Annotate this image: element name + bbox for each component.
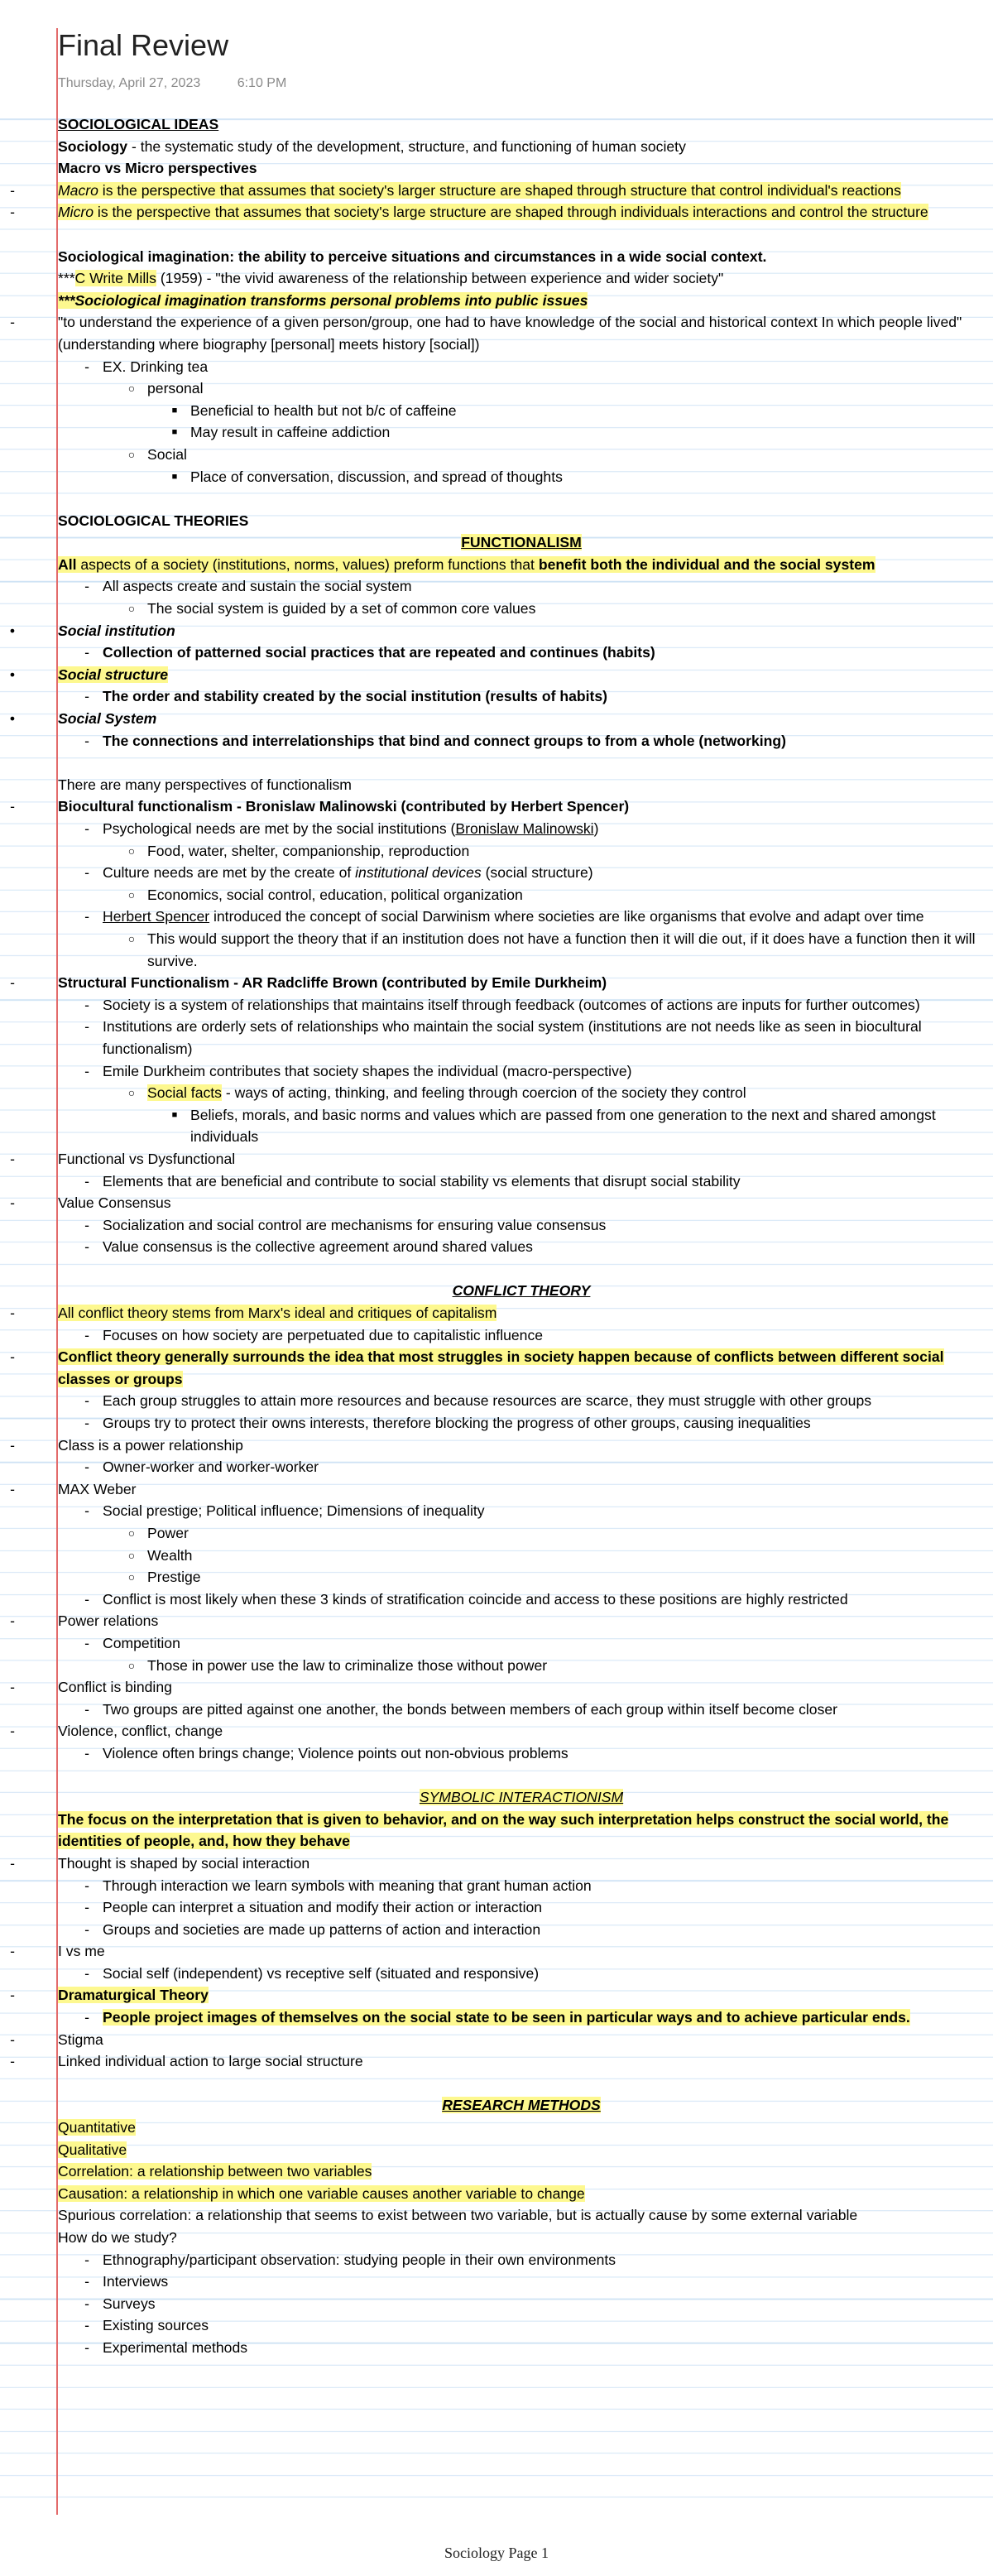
list-bullet-icon: -: [84, 1700, 89, 1718]
list-bullet-icon: -: [10, 1150, 15, 1167]
note-text: Each group struggles to attain more resources and because resources are scarce, they must struggle with other groups: [103, 1392, 872, 1410]
note-text: introduced the concept of social Darwinism where societies are like organisms that evolve and adapt over time: [209, 908, 924, 925]
note-line: [58, 906, 985, 928]
list-bullet-icon: -: [10, 1943, 15, 1960]
note-line: [58, 421, 985, 444]
list-bullet-icon: -: [84, 1216, 89, 1233]
note-text: Groups and societies are made up patterns of action and interaction: [103, 1920, 541, 1938]
note-line: [58, 1060, 985, 1083]
list-bullet-icon: ○: [127, 1086, 136, 1100]
note-line: [58, 290, 985, 312]
note-text: Social prestige; Political influence; Dimensions of inequality: [103, 1502, 485, 1520]
note-line: [58, 466, 985, 488]
note-line: [10, 1346, 985, 1390]
note-text: Micro: [58, 204, 94, 221]
note-line: [58, 884, 985, 906]
note-line: [10, 1478, 985, 1501]
note-text: RESEARCH METHODS: [442, 2097, 601, 2114]
note-text: People can interpret a situation and modify their action or interaction: [103, 1899, 543, 1916]
list-bullet-icon: -: [10, 181, 15, 199]
list-bullet-icon: -: [84, 996, 89, 1013]
note-text: People project images of themselves on the social state to be seen in particular ways and to achieve particular ends.: [103, 2009, 910, 2026]
list-bullet-icon: -: [10, 314, 15, 331]
list-bullet-icon: -: [84, 2273, 89, 2290]
note-text: There are many perspectives of functionalism: [58, 776, 352, 793]
note-line: [58, 136, 985, 158]
note-text: Stigma: [58, 2031, 103, 2048]
note-line: [58, 113, 985, 136]
note-line: [58, 1016, 985, 1060]
note-text: Power relations: [58, 1612, 159, 1630]
list-bullet-icon: -: [10, 1679, 15, 1696]
note-line: [58, 2117, 985, 2139]
note-line: [58, 2293, 985, 2315]
note-text: The order and stability created by the social institution (results of habits): [103, 688, 608, 705]
note-line: [10, 972, 985, 994]
note-text: Emile Durkheim contributes that society shapes the individual (macro-perspective): [103, 1062, 632, 1079]
list-bullet-icon: -: [84, 820, 89, 837]
list-bullet-icon: -: [84, 1899, 89, 1916]
list-bullet-icon: ○: [127, 843, 136, 858]
list-bullet-icon: -: [10, 1305, 15, 1322]
note-line: [9, 664, 985, 686]
note-line: [58, 685, 985, 708]
note-line: [10, 180, 985, 202]
note-line: [58, 1588, 985, 1611]
note-text: Linked individual action to large social structure: [58, 2053, 363, 2070]
list-bullet-icon: ■: [171, 427, 178, 438]
list-bullet-icon: -: [84, 1744, 89, 1761]
note-text: Macro vs Micro perspectives: [58, 160, 257, 177]
blank-line: [58, 1765, 985, 1787]
note-text: Power: [147, 1525, 189, 1541]
list-bullet-icon: -: [10, 798, 15, 815]
note-line: [10, 1302, 985, 1324]
note-text: benefit both the individual and the social system: [538, 555, 875, 573]
list-bullet-icon: -: [84, 1590, 89, 1608]
note-line: [58, 1104, 985, 1148]
note-text: Spurious correlation: a relationship that seems to exist between two variable, but is actually cause by some external variable: [58, 2207, 858, 2224]
note-text: aspects of a society (institutions, norms, values) preform functions that: [76, 555, 539, 573]
list-bullet-icon: ○: [127, 1548, 136, 1562]
note-text: Food, water, shelter, companionship, reproduction: [147, 842, 470, 859]
note-line: [58, 598, 985, 620]
note-text: Class is a power relationship: [58, 1436, 243, 1454]
note-text: MAX Weber: [58, 1480, 137, 1497]
section-heading: [58, 2094, 985, 2117]
note-text: Herbert Spencer: [103, 908, 210, 925]
note-line: [58, 400, 985, 422]
note-text: ***: [58, 270, 75, 287]
note-line: [58, 157, 985, 180]
page-date: Thursday, April 27, 2023: [58, 76, 201, 90]
list-bullet-icon: -: [10, 204, 15, 221]
list-bullet-icon: -: [84, 644, 89, 661]
note-text: Structural Functionalism - AR Radcliffe Brown (contributed by Emile Durkheim): [58, 974, 607, 992]
note-text: Social self (independent) vs receptive self (situated and responsive): [103, 1964, 540, 1982]
note-line: [10, 2029, 985, 2051]
list-bullet-icon: -: [10, 974, 15, 992]
list-bullet-icon: -: [84, 1018, 89, 1036]
note-line: [58, 575, 985, 598]
note-line: [58, 246, 985, 268]
list-bullet-icon: -: [84, 1326, 89, 1343]
list-bullet-icon: -: [84, 1634, 89, 1651]
list-bullet-icon: -: [84, 2317, 89, 2334]
list-bullet-icon: -: [10, 2031, 15, 2048]
note-line: [58, 994, 985, 1016]
note-line: [58, 2139, 985, 2161]
list-bullet-icon: -: [84, 578, 89, 595]
list-bullet-icon: -: [10, 1612, 15, 1630]
note-line: [58, 2006, 985, 2029]
list-bullet-icon: -: [84, 1920, 89, 1938]
note-line: [58, 774, 985, 796]
note-line: [58, 1699, 985, 1721]
list-bullet-icon: -: [84, 2251, 89, 2268]
note-text: Value Consensus: [58, 1194, 171, 1212]
note-text: Two groups are pitted against one another, the bonds between members of each group within itself become closer: [103, 1700, 838, 1718]
page-timestamp: [58, 76, 319, 91]
note-text: Ethnography/participant observation: studying people in their own environments: [103, 2251, 616, 2268]
note-body[interactable]: [9, 113, 985, 2359]
list-bullet-icon: ○: [127, 1526, 136, 1540]
note-text: FUNCTIONALISM: [461, 534, 582, 551]
note-line: [58, 2337, 985, 2359]
note-text: All aspects create and sustain the social system: [103, 578, 412, 595]
note-text: The connections and interrelationships that bind and connect groups to from a whole (networking): [103, 732, 786, 749]
note-line: [10, 1610, 985, 1632]
list-bullet-icon: -: [84, 2338, 89, 2356]
note-text: The focus on the interpretation that is given to behavior, and on the way such interpretation helps construct the social world, the identities of people, and, how they behave: [58, 1810, 949, 1850]
note-line: [10, 1720, 985, 1742]
note-text: Violence, conflict, change: [58, 1723, 223, 1740]
note-line: [10, 2050, 985, 2073]
note-line: [58, 840, 985, 863]
list-bullet-icon: -: [84, 732, 89, 749]
note-text: Owner-worker and worker-worker: [103, 1459, 319, 1476]
list-bullet-icon: -: [10, 1436, 15, 1454]
note-line: [58, 1632, 985, 1655]
note-text: How do we study?: [58, 2229, 177, 2246]
note-text: Thought is shaped by social interaction: [58, 1854, 310, 1872]
note-text: SOCIOLOGICAL THEORIES: [58, 512, 249, 529]
note-line: [10, 1853, 985, 1875]
note-line: [58, 642, 985, 664]
list-bullet-icon: -: [10, 1987, 15, 2004]
list-bullet-icon: -: [10, 1854, 15, 1872]
note-line: [58, 1324, 985, 1347]
note-text: Correlation: a relationship between two variables: [58, 2163, 372, 2180]
note-line: [58, 1236, 985, 1258]
note-line: [58, 356, 985, 378]
note-line: [10, 1984, 985, 2006]
list-bullet-icon: -: [10, 1723, 15, 1740]
note-line: [58, 1170, 985, 1193]
note-text: Elements that are beneficial and contribute to social stability vs elements that disrupt social stability: [103, 1172, 741, 1189]
note-text: Social System: [58, 710, 157, 728]
note-line: [58, 2249, 985, 2271]
note-text: Macro: [58, 181, 98, 199]
note-text: ***Sociological imagination transforms personal problems into public issues: [58, 291, 588, 309]
note-line: [58, 2271, 985, 2293]
blank-line: [58, 1258, 985, 1281]
note-line: [58, 1655, 985, 1677]
note-line: [58, 510, 985, 532]
note-line: [58, 2204, 985, 2227]
note-text: Sociology: [58, 137, 128, 155]
note-text: Beliefs, morals, and basic norms and values which are passed from one generation to the next and shared amongst individuals: [190, 1106, 936, 1146]
note-text: ): [593, 820, 599, 837]
note-text: Socialization and social control are mechanisms for ensuring value consensus: [103, 1216, 607, 1233]
note-text: is the perspective that assumes that society's larger structure are shaped through structure that control individual's reactions: [98, 181, 901, 199]
list-bullet-icon: ■: [171, 1109, 178, 1120]
note-text: Competition: [103, 1634, 180, 1651]
note-text: Conflict is most likely when these 3 kinds of stratification coincide and access to these positions are highly restricted: [103, 1590, 848, 1608]
list-bullet-icon: ■: [171, 471, 178, 482]
note-text: - the systematic study of the development, structure, and functioning of human society: [127, 137, 686, 155]
note-text: Functional vs Dysfunctional: [58, 1150, 236, 1167]
note-text: - ways of acting, thinking, and feeling through coercion of the society they control: [221, 1084, 746, 1102]
note-text: Through interaction we learn symbols with meaning that grant human action: [103, 1877, 592, 1894]
list-bullet-icon: -: [84, 1964, 89, 1982]
section-heading: [58, 531, 985, 554]
note-text: May result in caffeine addiction: [190, 424, 391, 441]
blank-line: [58, 488, 985, 510]
list-bullet-icon: ○: [127, 1570, 136, 1584]
note-text: Society is a system of relationships that maintains itself through feedback (outcomes of actions are inputs for further outcomes): [103, 996, 920, 1013]
list-bullet-icon: -: [84, 688, 89, 705]
note-text: I vs me: [58, 1943, 105, 1960]
note-line: [58, 2227, 985, 2249]
note-text: Qualitative: [58, 2141, 127, 2158]
list-bullet-icon: -: [84, 1172, 89, 1189]
note-line: [58, 928, 985, 972]
list-bullet-icon: -: [84, 358, 89, 375]
page-time: 6:10 PM: [237, 76, 287, 90]
note-line: [58, 862, 985, 884]
note-text: This would support the theory that if an institution does not have a function then it will die out, if it does have a function then it will survive.: [147, 930, 976, 969]
list-bullet-icon: ○: [127, 1658, 136, 1672]
note-text: institutional devices: [355, 864, 482, 882]
note-text: Social structure: [58, 666, 168, 683]
list-bullet-icon: -: [10, 1348, 15, 1366]
note-line: [58, 1082, 985, 1104]
note-line: [10, 1940, 985, 1963]
list-bullet-icon: -: [10, 1480, 15, 1497]
note-text: Institutions are orderly sets of relationships who maintain the social system (institutions are not needs like as seen in biocultural functionalism): [103, 1018, 922, 1057]
note-line: [58, 1809, 985, 1853]
note-text: Wealth: [147, 1546, 193, 1564]
note-text: Those in power use the law to criminalize those without power: [147, 1656, 548, 1674]
note-text: Existing sources: [103, 2317, 209, 2334]
note-line: [58, 1545, 985, 1567]
list-bullet-icon: ○: [127, 887, 136, 901]
note-line: [58, 1412, 985, 1435]
note-text: Conflict theory generally surrounds the idea that most struggles in society happen because of conflicts between different social classes or groups: [58, 1348, 944, 1387]
note-text: Economics, social control, education, political organization: [147, 886, 523, 903]
note-text: Focuses on how society are perpetuated due to capitalistic influence: [103, 1326, 544, 1343]
note-line: [58, 2160, 985, 2183]
list-bullet-icon: ○: [127, 931, 136, 945]
note-text: Surveys: [103, 2295, 156, 2312]
note-line: [58, 377, 985, 400]
note-line: [58, 730, 985, 752]
note-text: Bronislaw Malinowski: [455, 820, 594, 837]
list-bullet-icon: -: [84, 1502, 89, 1520]
note-text: Beneficial to health but not b/c of caffeine: [190, 401, 457, 419]
list-bullet-icon: -: [84, 908, 89, 925]
section-heading: [58, 1786, 985, 1809]
note-text: Collection of patterned social practices that are repeated and continues (habits): [103, 644, 655, 661]
note-line: [58, 2183, 985, 2205]
note-text: (social structure): [481, 864, 593, 882]
note-line: [58, 444, 985, 466]
note-text: Value consensus is the collective agreement around shared values: [103, 1238, 533, 1256]
note-text: Sociological imagination: the ability to perceive situations and circumstances in a wide social context.: [58, 248, 767, 265]
note-line: [10, 1148, 985, 1170]
note-line: [58, 1500, 985, 1522]
note-line: [58, 1963, 985, 1985]
note-text: Psychological needs are met by the social institutions (: [103, 820, 456, 837]
note-text: Prestige: [147, 1569, 201, 1586]
list-bullet-icon: -: [84, 1459, 89, 1476]
note-text: is the perspective that assumes that society's large structure are shaped through individuals interactions and control the structure: [94, 204, 928, 221]
note-text: EX. Drinking tea: [103, 358, 209, 375]
list-bullet-icon: •: [9, 710, 16, 728]
note-line: [58, 1742, 985, 1765]
note-line: [10, 201, 985, 223]
note-text: All conflict theory stems from Marx's ideal and critiques of capitalism: [58, 1305, 497, 1322]
note-text: Causation: a relationship in which one variable causes another variable to change: [58, 2184, 585, 2202]
note-line: [58, 1214, 985, 1237]
note-line: [58, 1896, 985, 1919]
note-text: Dramaturgical Theory: [58, 1987, 209, 2004]
note-text: CONFLICT THEORY: [452, 1282, 591, 1300]
note-line: [58, 1919, 985, 1941]
note-text: All: [58, 555, 77, 573]
note-line: [58, 1522, 985, 1545]
note-line: [58, 554, 985, 576]
blank-line: [58, 2073, 985, 2095]
note-text: Quantitative: [58, 2119, 136, 2136]
note-text: Place of conversation, discussion, and spread of thoughts: [190, 468, 563, 485]
note-line: [58, 1456, 985, 1478]
note-text: Culture needs are met by the create of: [103, 864, 356, 882]
note-text: Social facts: [147, 1084, 222, 1102]
list-bullet-icon: -: [84, 864, 89, 882]
note-line: [10, 1676, 985, 1699]
note-text: Interviews: [103, 2273, 169, 2290]
list-bullet-icon: •: [9, 666, 16, 683]
note-text: (1959) - "the vivid awareness of the relationship between experience and wider society": [156, 270, 724, 287]
list-bullet-icon: -: [10, 1194, 15, 1212]
note-text: SOCIOLOGICAL IDEAS: [58, 116, 219, 132]
list-bullet-icon: -: [84, 1415, 89, 1432]
list-bullet-icon: -: [84, 2295, 89, 2312]
note-text: Conflict is binding: [58, 1679, 172, 1696]
note-line: [10, 1435, 985, 1457]
list-bullet-icon: -: [84, 1877, 89, 1894]
note-line: [10, 795, 985, 818]
section-heading: [58, 1280, 985, 1302]
list-bullet-icon: -: [10, 2053, 15, 2070]
note-text: C Write Mills: [74, 270, 156, 287]
blank-line: [58, 752, 985, 774]
note-text: Social institution: [58, 622, 175, 639]
note-line: [9, 620, 985, 642]
note-line: [58, 1390, 985, 1412]
note-line: [58, 2314, 985, 2337]
list-bullet-icon: -: [84, 1062, 89, 1079]
note-line: [58, 267, 985, 290]
note-line: [58, 1875, 985, 1897]
note-text: Groups try to protect their owns interests, therefore blocking the progress of other groups, causing inequalities: [103, 1415, 811, 1432]
note-text: Biocultural functionalism - Bronislaw Malinowski (contributed by Herbert Spencer): [58, 798, 630, 815]
list-bullet-icon: ○: [127, 382, 136, 396]
note-text: personal: [147, 380, 204, 397]
note-line: [10, 311, 985, 355]
blank-line: [58, 223, 985, 246]
list-bullet-icon: ○: [127, 602, 136, 616]
note-line: [10, 1192, 985, 1214]
list-bullet-icon: -: [84, 1392, 89, 1410]
page-footer: Sociology Page 1: [444, 2545, 549, 2561]
note-text: The social system is guided by a set of common core values: [147, 600, 536, 618]
note-line: [9, 708, 985, 730]
list-bullet-icon: •: [9, 622, 16, 639]
note-line: [58, 1566, 985, 1588]
note-text: Violence often brings change; Violence points out non-obvious problems: [103, 1744, 568, 1761]
list-bullet-icon: -: [84, 2009, 89, 2026]
note-line: [58, 818, 985, 840]
note-text: Experimental methods: [103, 2338, 248, 2356]
list-bullet-icon: -: [84, 1238, 89, 1256]
list-bullet-icon: ■: [171, 405, 178, 416]
note-text: Social: [147, 445, 187, 463]
list-bullet-icon: ○: [127, 447, 136, 461]
note-text: "to understand the experience of a given person/group, one had to have knowledge of the social and historical context In which people lived" (understanding where biography [personal] meets history [social]): [58, 314, 962, 353]
note-text: SYMBOLIC INTERACTIONISM: [419, 1789, 624, 1806]
page-title[interactable]: Final Review: [58, 28, 229, 62]
